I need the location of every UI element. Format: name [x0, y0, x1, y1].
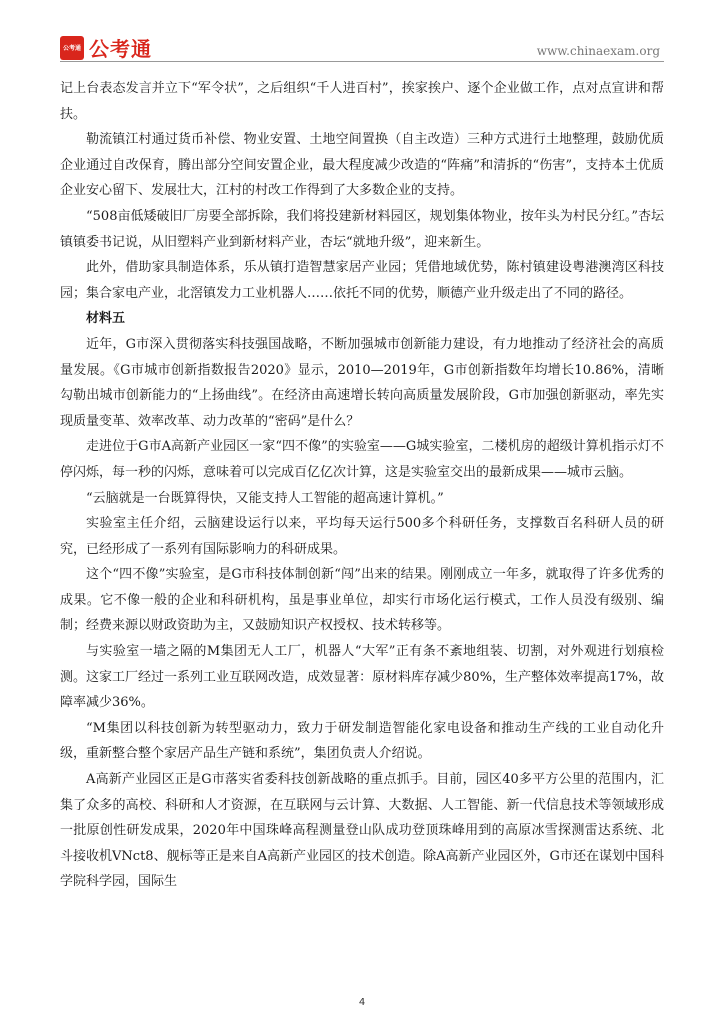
paragraph: 勒流镇江村通过货币补偿、物业安置、土地空间置换（自主改造）三种方式进行土地整理，鼓励优质企业通过自改保育，腾出部分空间安置企业，最大程度减少改造的“阵痛”和清拆的“伤害”，支持本土优质企业安心留下、发展壮大，江村的村改工作得到了大多数企业的支持。: [60, 132, 664, 199]
paragraph: “云脑就是一台既算得快，又能支持人工智能的超高速计算机。”: [86, 490, 444, 506]
paragraph: A高新产业园区正是G市落实省委科技创新战略的重点抓手。目前，园区40多平方公里的范围内，汇集了众多的高校、科研和人才资源，在互联网与云计算、大数据、人工智能、新一代信息技术等领域形成一批原创性研发成果，2020年中国珠峰高程测量登山队成功登顶珠峰用到的高原冰雪探测雷达系统、北斗接收机VNct8、舰标等正是来自A高新产业园区的技术创造。除A高新产业园区外，G市还在谋划中国科学院科学园，国际生: [60, 772, 664, 890]
header-divider: [60, 61, 664, 62]
paragraph: 与实验室一墙之隔的M集团无人工厂，机器人“大军”正有条不紊地组装、切割，对外观进行划痕检测。这家工厂经过一系列工业互联网改造，成效显著：原材料库存减少80%，生产整体效率提高17%，故障率减少36%。: [60, 644, 664, 711]
page-header: [0, 0, 724, 66]
logo[interactable]: [60, 33, 152, 62]
logo-badge-icon: 公考通: [60, 36, 84, 60]
site-url[interactable]: www.chinaexam.org: [536, 44, 660, 58]
paragraph: 此外，借助家具制造体系，乐从镇打造智慧家居产业园；凭借地域优势，陈村镇建设粤港澳湾区科技园；集合家电产业，北滘镇发力工业机器人……依托不同的优势，顺德产业升级走出了不同的路径。: [60, 260, 664, 301]
paragraph: “508亩低矮破旧厂房要全部拆除，我们将投建新材料园区，规划集体物业，按年头为村民分红。”杏坛镇镇委书记说，从旧塑料产业到新材料产业，杏坛“就地升级”，迎来新生。: [60, 208, 664, 250]
paragraph: 走进位于G市A高新产业园区一家“四不像”的实验室——G城实验室，二楼机房的超级计算机指示灯不停闪烁，每一秒的闪烁，意味着可以完成百亿亿次计算，这是实验室交出的最新成果——城市云脑。: [60, 439, 664, 480]
logo-text: 公考通: [89, 37, 152, 61]
paragraph: 实验室主任介绍，云脑建设运行以来，平均每天运行500多个科研任务，支撑数百名科研人员的研究，已经形成了一系列有国际影响力的科研成果。: [60, 516, 664, 557]
paragraph: “M集团以科技创新为转型驱动力，致力于研发制造智能化家电设备和推动生产线的工业自动化升级，重新整合整个家居产品生产链和系统”，集团负责人介绍说。: [60, 720, 664, 762]
paragraph: 这个“四不像”实验室，是G市科技体制创新“闯”出来的结果。刚刚成立一年多，就取得了许多优秀的成果。它不像一般的企业和科研机构，虽是事业单位，却实行市场化运行模式，工作人员没有级别、编制；经费来源以财政资助为主，又鼓励知识产权授权、技术转移等。: [60, 567, 664, 634]
paragraph: 近年，G市深入贯彻落实科技强国战略，不断加强城市创新能力建设，有力地推动了经济社会的高质量发展。《G市城市创新指数报告2020》显示，2010—2019年，G市创新指数年均增长10.86%，清晰勾勒出城市创新能力的“上扬曲线”。在经济由高速增长转向高质量发展阶段，G市加强创新驱动，率先实现质量变革、效率改革、动力改革的“密码”是什么？: [60, 336, 664, 429]
document-body: [60, 76, 664, 895]
paragraph-continued: 记上台表态发言并立下“军令状”，之后组织“千人进百村”，挨家挨户、逐个企业做工作，点对点宣讲和帮扶。: [60, 81, 664, 122]
section-heading: 材料五: [86, 311, 126, 327]
page-number: 4: [358, 997, 366, 1008]
